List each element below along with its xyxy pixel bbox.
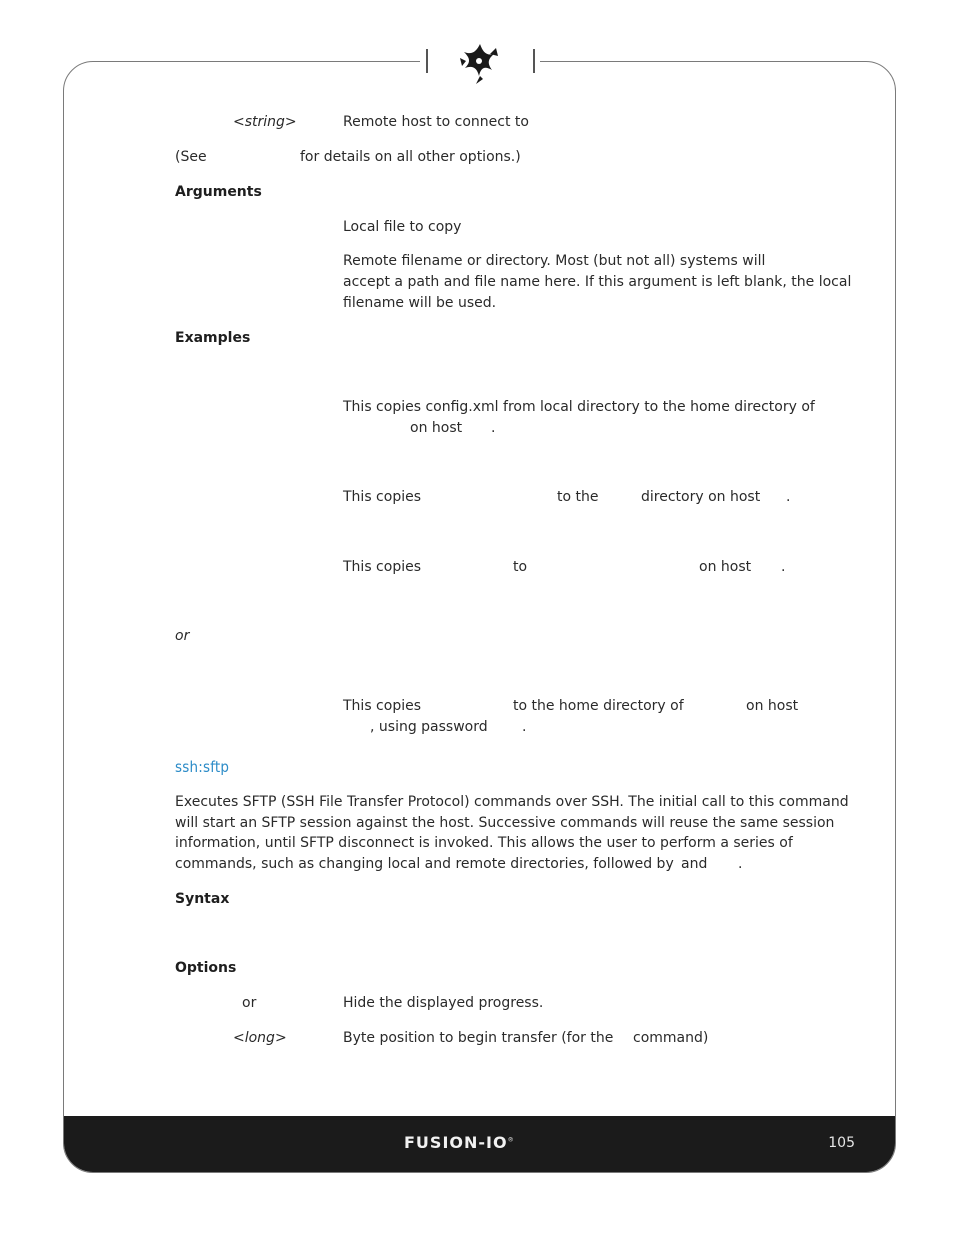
option2-desc-b: command) (633, 1030, 709, 1046)
syntax-title: Syntax (175, 891, 230, 907)
example3-d: . (781, 559, 786, 575)
sftp-body-line-4b: and (681, 856, 708, 872)
argument-local-desc: Local file to copy (343, 219, 462, 235)
see-line-prefix: (See (175, 149, 207, 165)
example3-b: to (513, 559, 528, 575)
option1-arg: or (242, 995, 257, 1011)
header-divider-right (533, 49, 535, 73)
example4-b: to the home directory of (513, 698, 684, 714)
argument-remote-desc-3: filename will be used. (343, 295, 497, 311)
header-divider-left (426, 49, 428, 73)
sftp-body-line-4a: commands, such as changing local and remote directories, followed by (175, 856, 674, 872)
page-footer (64, 1116, 895, 1172)
example2-a: This copies (343, 489, 422, 505)
examples-or-label: or (175, 628, 190, 644)
option2-desc-a: Byte position to begin transfer (for the (343, 1030, 614, 1046)
sftp-body-line-3: information, until SFTP disconnect is invoked. This allows the user to perform a series of (175, 835, 793, 851)
sftp-body-line-1: Executes SFTP (SSH File Transfer Protocol) commands over SSH. The initial call to this command (175, 794, 849, 810)
options-title: Options (175, 960, 237, 976)
sftp-body-line-2: will start an SFTP session against the host. Successive commands will reuse the same session (175, 815, 835, 831)
sftp-body-line-4c: . (738, 856, 743, 872)
example3-c: on host (699, 559, 752, 575)
fusion-io-logo: FUSION-IO® (404, 1133, 515, 1152)
example1-period: . (491, 420, 496, 436)
header-mark (420, 40, 540, 90)
option1-desc: Hide the displayed progress. (343, 995, 544, 1011)
example4-c: on host (746, 698, 799, 714)
example1-line1: This copies config.xml from local directory to the home directory of (343, 399, 815, 415)
example1-on-host: on host (410, 420, 463, 436)
example4-a: This copies (343, 698, 422, 714)
argument-remote-desc-1: Remote filename or directory. Most (but not all) systems will (343, 253, 766, 269)
example2-c: directory on host (641, 489, 761, 505)
fusion-star-icon (452, 40, 508, 86)
option2-arg: <long> (233, 1030, 287, 1046)
argument-remote-desc-2: accept a path and file name here. If this argument is left blank, the local (343, 274, 852, 290)
option-desc-remote-host: Remote host to connect to (343, 114, 529, 130)
examples-title: Examples (175, 330, 251, 346)
example2-b: to the (557, 489, 599, 505)
option-arg-string: <string> (233, 114, 297, 130)
example4-e: . (522, 719, 527, 735)
see-line-suffix: for details on all other options.) (300, 149, 521, 165)
section-heading-ssh-sftp: ssh:sftp (175, 758, 230, 776)
example2-d: . (786, 489, 791, 505)
arguments-title: Arguments (175, 184, 262, 200)
page-number: 105 (828, 1135, 855, 1151)
example3-a: This copies (343, 559, 422, 575)
example4-d: , using password (370, 719, 488, 735)
